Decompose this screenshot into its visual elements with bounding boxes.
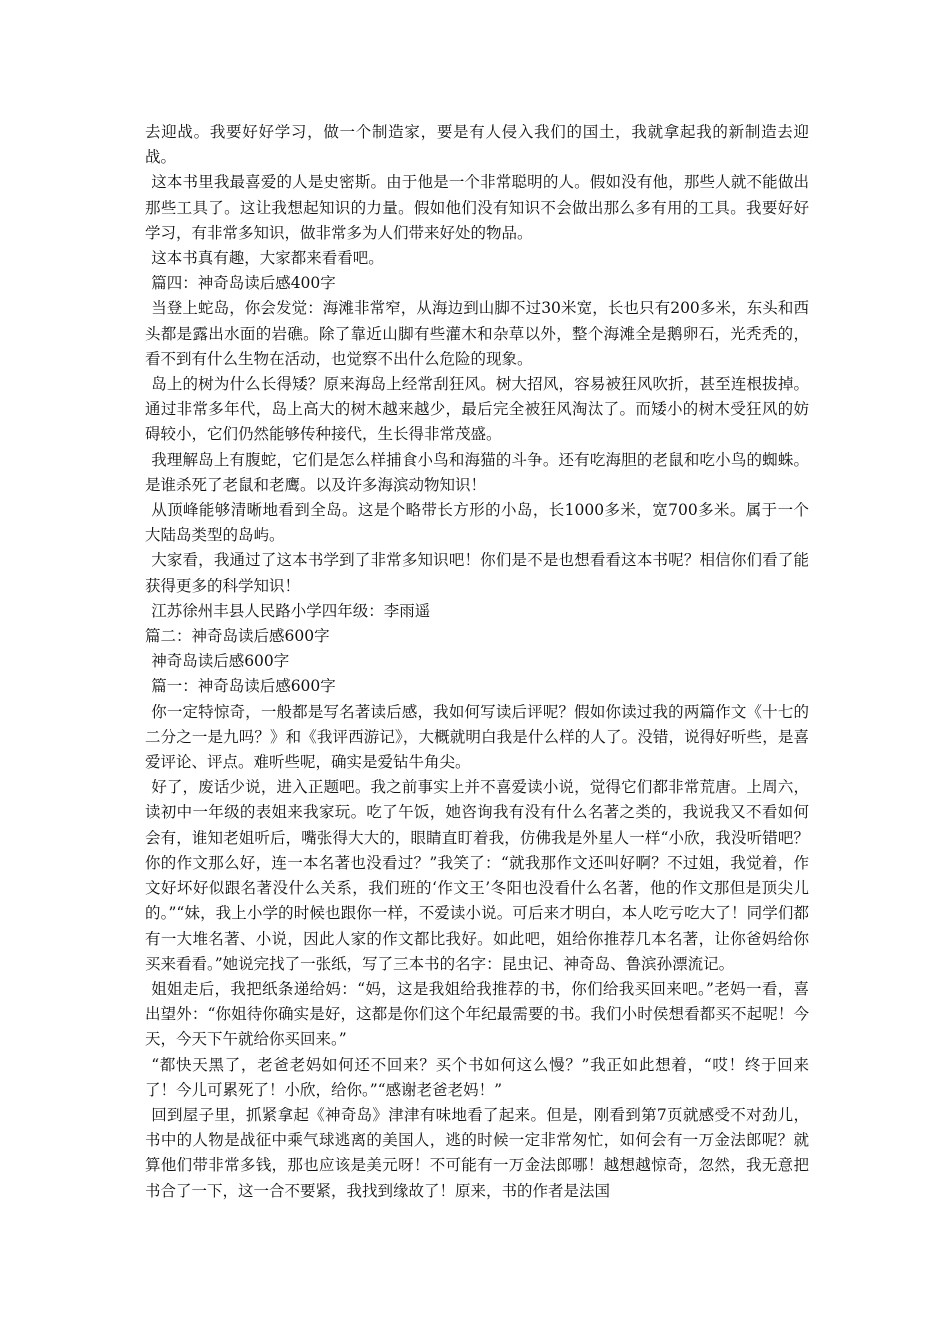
author-line: 江苏徐州丰县人民路小学四年级：李雨遥 [151,601,431,620]
paragraph: 这本书真有趣，大家都来看看吧。 [151,249,384,268]
paragraph: 去迎战。我要好好学习，做一个制造家，要是有人侵入我们的国土，我就拿起我的新制造去迎战。 [145,123,809,167]
paragraph: 从顶峰能够清晰地看到全岛。这是个略带长方形的小岛，长1000多米，宽700多米。属于一个大陆岛类型的岛屿。 [145,501,809,545]
section-heading: 篇二：神奇岛读后感600字 [145,627,330,646]
paragraph: 你一定特惊奇，一般都是写名著读后感，我如何写读后评呢？假如你读过我的两篇作文《十七的二分之一是九吗？》和《我评西游记》，大概就明白我是什么样的人了。没错，说得好听些，是喜爱评论、评点。难听些呢，确实是爱钻牛角尖。 [145,702,809,772]
section-heading: 篇四：神奇岛读后感400字 [151,274,336,293]
document-page [145,120,809,1204]
section-heading: 篇一：神奇岛读后感600字 [151,677,336,696]
paragraph: 岛上的树为什么长得矮？原来海岛上经常刮狂风。树大招风，容易被狂风吹折，甚至连根拔掉。通过非常多年代，岛上高大的树木越来越少，最后完全被狂风淘汰了。而矮小的树木受狂风的妨碍较小，它们仍然能够传种接代，生长得非常茂盛。 [145,375,809,444]
paragraph: 当登上蛇岛，你会发觉：海滩非常窄，从海边到山脚不过30米宽，长也只有200多米，东头和西头都是露出水面的岩礁。除了靠近山脚有些灌木和杂草以外，整个海滩全是鹅卵石，光秃秃的，看不到有什么生物在活动，也觉察不出什么危险的现象。 [145,299,809,368]
paragraph: 回到屋子里，抓紧拿起《神奇岛》津津有味地看了起来。但是，刚看到第7页就感受不对劲儿，书中的人物是战征中乘气球逃离的美国人，逃的时候一定非常匆忙，如何会有一万金法郎呢？就算他们带非常多钱，那也应该是美元呀！不可能有一万金法郎哪！越想越惊奇，忽然，我无意把书合了一下，这一合不要紧，我找到缘故了！原来，书的作者是法国 [145,1105,809,1200]
paragraph: 姐姐走后，我把纸条递给妈：“妈，这是我姐给我推荐的书，你们给我买回来吧。”老妈一看，喜出望外：“你姐待你确实是好，这都是你们这个年纪最需要的书。我们小时侯想看都买不起呢！今天，今天下午就给你买回来。” [145,979,809,1049]
paragraph: 大家看，我通过了这本书学到了非常多知识吧！你们是不是也想看看这本书呢？相信你们看了能获得更多的科学知识！ [145,551,809,595]
paragraph: “都快天黑了，老爸老妈如何还不回来？买个书如何这么慢？”我正如此想着，“哎！终于回来了！今儿可累死了！小欣，给你。”“感谢老爸老妈！” [145,1055,809,1099]
paragraph: 这本书里我最喜爱的人是史密斯。由于他是一个非常聪明的人。假如没有他，那些人就不能做出那些工具了。这让我想起知识的力量。假如他们没有知识不会做出那么多有用的工具。我要好好学习，有非常多知识，做非常多为人们带来好处的物品。 [145,173,809,242]
section-heading: 神奇岛读后感600字 [151,652,290,671]
paragraph: 好了，废话少说，进入正题吧。我之前事实上并不喜爱读小说，觉得它们都非常荒唐。上周六，读初中一年级的表姐来我家玩。吃了午饭，她咨询我有没有什么名著之类的，我说我又不看如何会有，谁知老姐听后，嘴张得大大的，眼睛直盯着我，仿佛我是外星人一样“小欣，我没听错吧？你的作文那么好，连一本名著也没看过？”我笑了：“就我那作文还叫好啊？不过姐，我觉着，作文好坏好似跟名著没什么关系，我们班的‘作文王’冬阳也没看什么名著，他的作文那但是顶尖儿的。”“妹，我上小学的时候也跟你一样，不爱读小说。可后来才明白，本人吃亏吃大了！同学们都有一大堆名著、小说，因此人家的作文都比我好。如此吧，姐给你推荐几本名著，让你爸妈给你买来看看。”她说完找了一张纸，写了三本书的名字：昆虫记、神奇岛、鲁滨孙漂流记。 [145,778,809,973]
paragraph: 我理解岛上有腹蛇，它们是怎么样捕食小鸟和海猫的斗争。还有吃海胆的老鼠和吃小鸟的蜘蛛。是谁杀死了老鼠和老鹰。以及许多海滨动物知识！ [145,450,809,494]
